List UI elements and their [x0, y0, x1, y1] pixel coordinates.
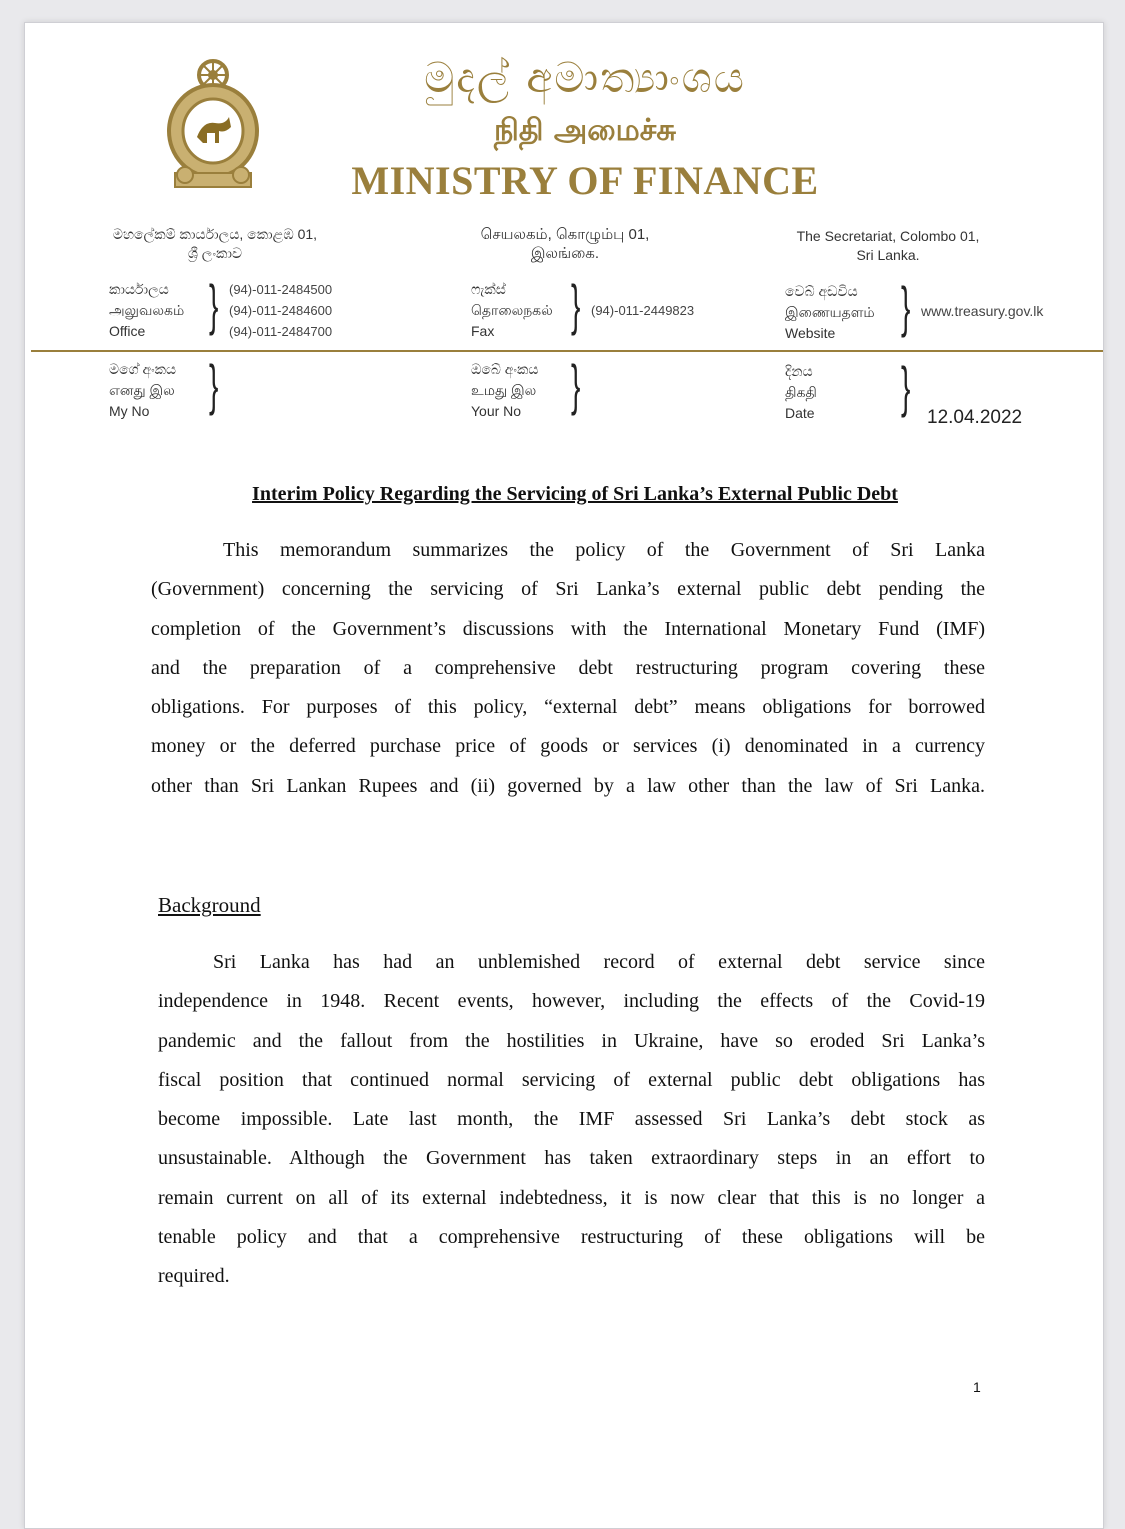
background-paragraph: Sri Lanka has had an unblemished record of external debt service since independence in 1948. Recent events, however, including the effects of the Covid-19 pandemic and the fallout from the hostilities in Ukraine, have so eroded Sri Lanka’s fiscal position that continued normal servicing of external public debt obligations has become impossible. Late last month, the IMF assessed Sri Lanka’s debt stock as unsustainable. Although the Government has taken extraordinary steps in an effort to remain current on all of its external indebtedness, it is now clear that this is no longer a tenable policy and that a comprehensive restructuring of these obligations will be required. — [158, 951, 985, 1288]
background-heading: Background — [158, 893, 261, 917]
address-english: The Secretariat, Colombo 01, Sri Lanka. — [796, 228, 980, 263]
office-label: කාර්යාලය அலுவலகம் Office — [109, 281, 185, 339]
date-value: 12.04.2022 — [927, 407, 1023, 428]
brace-website: } — [901, 275, 911, 338]
address-sinhala: මහලේකම් කාර්යාලය, කොළඹ 01, ශ්‍රී ලංකාව — [112, 226, 318, 261]
ministry-title-sinhala: මුදල් අමාත්‍යාංශය — [424, 53, 746, 102]
website-link[interactable]: www.treasury.gov.lk — [921, 303, 1044, 319]
letterhead-divider — [31, 350, 1103, 352]
date-label: දිනය திகதி Date — [785, 363, 817, 421]
office-numbers: (94)-011-2484500 (94)-011-2484600 (94)-011-2484700 — [229, 282, 333, 339]
ministry-title-tamil: நிதி அமைச்சு — [494, 113, 676, 148]
address-tamil: செயலகம், கொழும்பு 01, இலங்கை. — [480, 226, 650, 262]
sri-lanka-emblem-seal — [163, 53, 263, 193]
fax-number: (94)-011-2449823 — [591, 303, 695, 318]
brace-date: } — [901, 355, 911, 418]
my-no-label: මගේ අංකය எனது இல My No — [109, 361, 177, 419]
document-title: Interim Policy Regarding the Servicing of Sri Lanka’s External Public Debt — [252, 483, 898, 505]
brace-office: } — [209, 273, 219, 336]
page-number: 1 — [973, 1379, 981, 1395]
ministry-title-english: MINISTRY OF FINANCE — [351, 158, 819, 203]
brace-my-no: } — [209, 353, 219, 416]
your-no-label: ඔබේ අංකය உமது இல Your No — [471, 361, 539, 419]
fax-label: ෆැක්ස් தொலைநகல் Fax — [471, 281, 553, 339]
website-label: වෙබ් අඩවිය இணையதளம் Website — [785, 283, 875, 341]
intro-paragraph: This memorandum summarizes the policy of the Government of Sri Lanka (Government) concerning the servicing of Sri Lanka’s external public debt pending the completion of the Government’s discussions with the International Monetary Fund (IMF) and the preparation of a comprehensive debt restructuring program covering these obligations. For purposes of this policy, “external debt” means obligations for borrowed money or the deferred purchase price of goods or services (i) denominated in a currency other than Sri Lankan Rupees and (ii) governed by a law other than the law of Sri Lanka. — [151, 539, 985, 797]
brace-your-no: } — [571, 353, 581, 416]
brace-fax: } — [571, 273, 581, 336]
document-page — [24, 22, 1104, 1529]
